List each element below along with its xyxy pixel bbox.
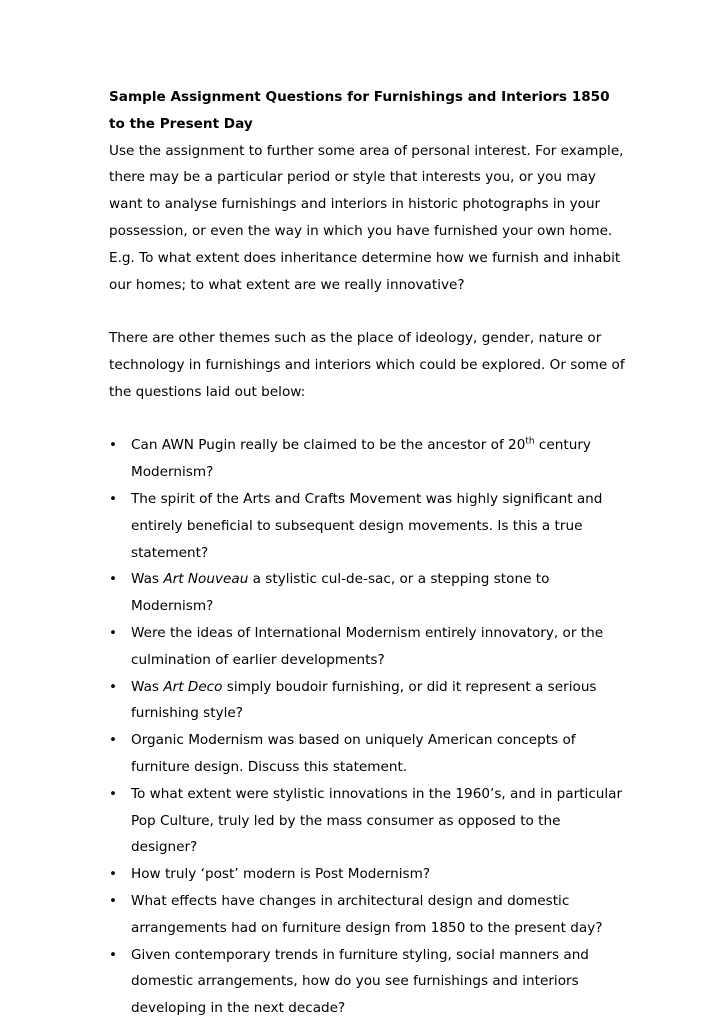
bullet-icon: •: [109, 571, 118, 588]
question-text: Were the ideas of International Modernism entirely innovatory, or the culmination of earlier developments?: [131, 624, 604, 668]
question-item: [109, 888, 629, 942]
question-item: [109, 432, 629, 486]
question-list: [109, 432, 629, 1022]
question-item: [109, 861, 629, 888]
ordinal-superscript: th: [525, 436, 535, 447]
question-text: Given contemporary trends in furniture styling, social manners and domestic arrangements, how do you see furnishings and interiors developing in the next decade?: [131, 946, 589, 1017]
question-text: What effects have changes in architectural design and domestic arrangements had on furniture design from 1850 to the present day?: [131, 892, 603, 936]
bullet-icon: •: [109, 785, 118, 802]
bullet-icon: •: [109, 866, 118, 883]
bullet-icon: •: [109, 678, 118, 695]
document-body: [109, 84, 629, 1022]
question-text: The spirit of the Arts and Crafts Movement was highly significant and entirely beneficial to subsequent design movements. Is this a true statement?: [131, 490, 603, 561]
themes-paragraph: There are other themes such as the place of ideology, gender, nature or technology in furnishings and interiors which could be explored. Or some of the questions laid out below:: [109, 330, 625, 400]
question-text: Organic Modernism was based on uniquely American concepts of furniture design. Discuss this statement.: [131, 732, 576, 775]
italic-term: Art Nouveau: [163, 571, 249, 588]
question-text: How truly ‘post’ modern is Post Modernism?: [131, 866, 431, 883]
question-item: [109, 942, 629, 1022]
question-item: [109, 566, 629, 620]
bullet-icon: •: [109, 946, 118, 963]
question-text: To what extent were stylistic innovations in the 1960’s, and in particular Pop Culture, truly led by the mass consumer as opposed to the designer?: [131, 785, 623, 856]
question-item: [109, 620, 629, 674]
bullet-icon: •: [109, 624, 118, 641]
intro-paragraph: Use the assignment to further some area of personal interest. For example, there may be a particular period or style that interests you, or you may want to analyse furnishings and interiors in historic photographs in your possession, or even the way in which you have furnished your own home. E.g. To what extent does inheritance determine how we furnish and inhabit our homes; to what extent are we really innovative?: [109, 142, 624, 293]
question-text: Was Art Deco simply boudoir furnishing, or did it represent a serious furnishing style?: [131, 678, 597, 722]
question-item: [109, 781, 629, 861]
question-item: [109, 674, 629, 728]
bullet-icon: •: [109, 490, 118, 507]
bullet-icon: •: [109, 437, 118, 454]
bullet-icon: •: [109, 732, 118, 749]
bullet-icon: •: [109, 892, 118, 909]
document-title: Sample Assignment Questions for Furnishings and Interiors 1850 to the Present Day: [109, 89, 610, 132]
italic-term: Art Deco: [163, 678, 223, 695]
question-item: [109, 727, 629, 781]
question-item: [109, 486, 629, 566]
question-text: Can AWN Pugin really be claimed to be the ancestor of 20th century Modernism?: [131, 436, 591, 481]
question-text: Was Art Nouveau a stylistic cul-de-sac, or a stepping stone to Modernism?: [131, 571, 550, 615]
